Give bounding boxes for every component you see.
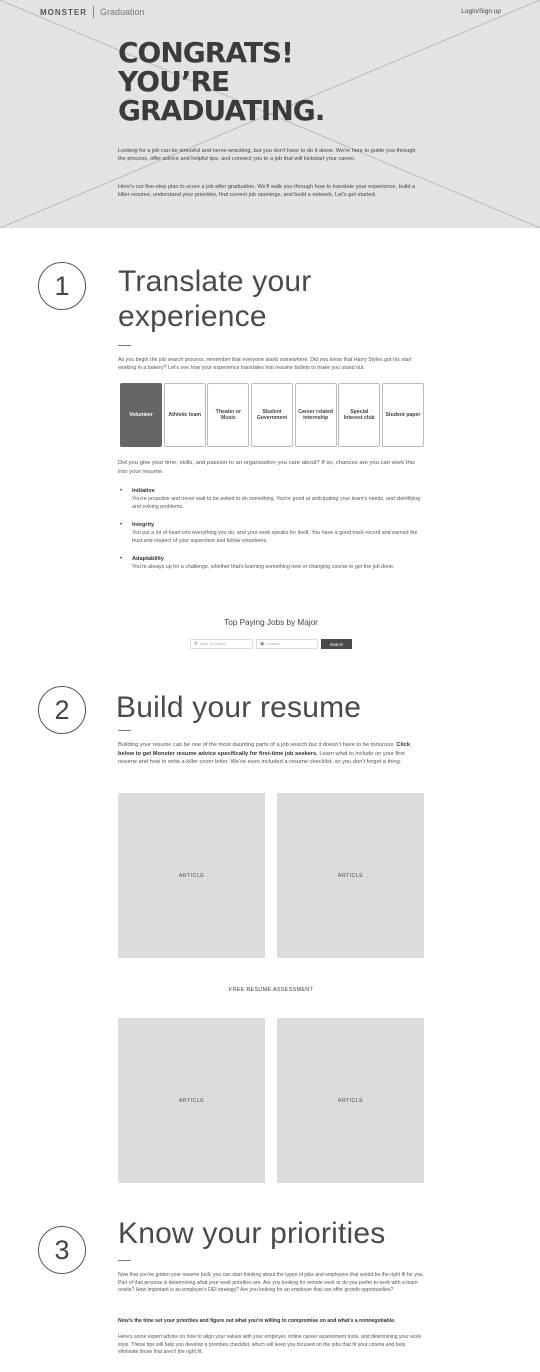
- bullet-icon: •: [120, 556, 123, 562]
- article-card[interactable]: ARTICLE: [118, 1018, 265, 1183]
- title-rule: [118, 1260, 131, 1261]
- hero-plan-paragraph: Here's our five-step plan to score a job after graduation. We'll walk you through how to translate your experience, build a killer resume, understand your priorities, find current job openings, and build a network. Let's get started.: [118, 184, 416, 198]
- top-paying-jobs-title: Top Paying Jobs by Major: [224, 618, 318, 627]
- intro-text: Learn what to include on your first resume and how to write a killer cover letter. We've even included a resume checklist, so you don't forget a thing.: [118, 750, 405, 766]
- tab-volunteer[interactable]: Volunteer: [120, 383, 162, 447]
- resume-assessment-link[interactable]: FREE RESUME ASSESSMENT: [228, 987, 314, 993]
- skills-list: [118, 487, 424, 581]
- step-2-title: Build your resume: [116, 691, 362, 724]
- tab-theater-music[interactable]: Theater or Music: [207, 383, 249, 447]
- title-rule: [118, 345, 131, 346]
- step-title-line: Translate your: [118, 265, 312, 298]
- step-1-number: 1: [38, 262, 86, 310]
- step-1-title: [118, 264, 311, 334]
- title-rule: [118, 730, 131, 731]
- location-placeholder: Location: [266, 642, 280, 646]
- hero-intro-paragraph: Looking for a job can be stressful and nerve-wracking, but you don't have to do it alone. We're here to guide you through the process, offer advice and helpful tips, and connect you to a job that will kickstart your career.: [118, 148, 416, 162]
- tab-athletic-team[interactable]: Athletic team: [164, 383, 206, 447]
- skill-text: You put a lot of heart into everything you do, and your work speaks for itself. You have a good track record and earned the trust and respect of your supervisor and fellow volunteers.: [132, 530, 418, 544]
- article-card[interactable]: ARTICLE: [118, 793, 265, 958]
- hero-title-line: YOU’RE: [118, 65, 230, 98]
- step-1-intro: As you begin the job search process, remember that everyone starts somewhere. Did you know that Harry Styles got his start working in a bakery? Let's see how your experience translates into resume bullets to make you stand out.: [118, 357, 412, 371]
- skill-text: You're always up for a challenge, whether that's learning something new or changing course to get the job done.: [132, 564, 395, 570]
- skill-title: Integrity: [132, 522, 155, 528]
- article-card[interactable]: ARTICLE: [277, 793, 424, 958]
- step-3-number: 3: [38, 1226, 86, 1274]
- location-input[interactable]: [256, 639, 318, 649]
- search-button[interactable]: Search: [321, 639, 352, 649]
- hero-banner: [0, 0, 540, 228]
- tab-student-government[interactable]: Student Government: [251, 383, 293, 447]
- tab-description: Did you give your time, skills, and passion to an organization you care about? If so, chances are you can work this into your resume.: [118, 460, 415, 475]
- login-signup-link[interactable]: Login/Sign up: [461, 8, 501, 15]
- bullet-icon: •: [120, 522, 123, 528]
- list-item: [118, 521, 424, 545]
- step-2-number: 2: [38, 686, 86, 734]
- tab-career-internship[interactable]: Career related internship: [295, 383, 337, 447]
- location-pin-icon: ◉: [260, 641, 265, 647]
- skill-title: Initiative: [132, 488, 155, 494]
- hero-title-line: GRADUATING.: [118, 94, 325, 127]
- article-card[interactable]: ARTICLE: [277, 1018, 424, 1183]
- tab-student-paper[interactable]: Student paper: [382, 383, 424, 447]
- search-icon: ⚲: [194, 641, 198, 647]
- hero-title: [118, 38, 324, 125]
- hero-title-line: CONGRATS!: [118, 36, 293, 69]
- list-item: [118, 487, 424, 511]
- intro-text: Building your resume can be one of the most daunting parts of a job search but it doesn't have to be torturous.: [118, 742, 395, 748]
- top-nav: [0, 0, 540, 24]
- step-3-emphasis: Now's the time set your priorities and figure out what you're willing to compromise on and what's a nonnegotiable.: [118, 1318, 396, 1324]
- list-item: [118, 555, 424, 571]
- step-3-title: Know your priorities: [118, 1217, 386, 1250]
- major-input[interactable]: [190, 639, 253, 649]
- resume-advice-link[interactable]: Click below to get Monster resume advice specifically for first-time job seekers.: [118, 742, 410, 757]
- skill-text: You're proactive and never wait to be asked to do something. You're good at anticipating your team's needs, and identifying and solving problems.: [132, 496, 421, 510]
- logo-divider: [93, 6, 94, 18]
- step-title-line: experience: [118, 300, 267, 333]
- skill-title: Adaptability: [132, 556, 165, 562]
- section-label: Graduation: [100, 7, 145, 17]
- major-placeholder: Major or Degree: [199, 642, 226, 646]
- step-2-intro: [118, 741, 424, 767]
- experience-tabs: [120, 383, 424, 447]
- bullet-icon: •: [120, 488, 123, 494]
- step-3-advice: Here's some expert advice on how to align your values with your employer, online career assessment tools, and determining your work style. These tips will help you develop a priorities checklist, which will keep you focused on the jobs that fit your criteria and help eliminate those that aren't the right fit.: [118, 1334, 422, 1356]
- monster-logo[interactable]: MONSTER: [40, 8, 87, 17]
- tab-special-interest-club[interactable]: Special Interest club: [338, 383, 380, 447]
- step-3-intro: Now that you've gotten your resume built, you can start thinking about the types of jobs and employers that would be the right fit for you. Part of that process is determining what your work priorities are. Are you looking for remote work or do you prefer to work with a team onsite? How important is an employer's DEI strategy? Are you looking for an employer that can offer growth opportunities?: [118, 1272, 424, 1294]
